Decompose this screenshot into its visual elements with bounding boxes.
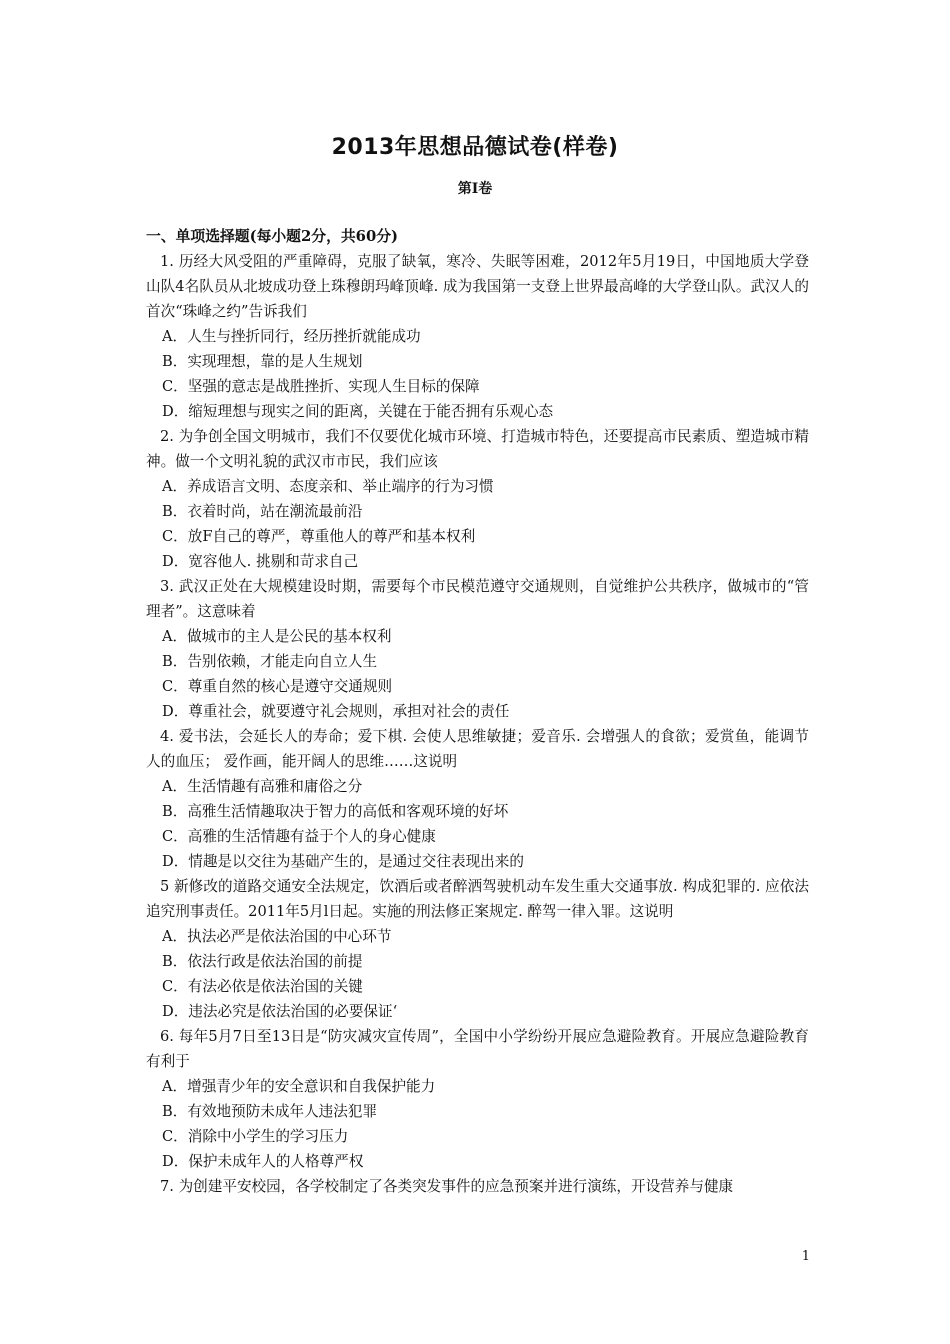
- question-3: [146, 574, 809, 724]
- question-stem: 2. 为争创全国文明城市，我们不仅要优化城市环境、打造城市特色，还要提高市民素质、塑造城市精神。做一个文明礼貌的武汉市市民，我们应该: [146, 428, 809, 470]
- option-c: C．放F自己的尊严，尊重他人的尊严和基本权利: [162, 528, 476, 545]
- option-d: D．缩短理想与现实之间的距离，关键在于能否拥有乐观心态: [162, 403, 554, 420]
- option-c: C．坚强的意志是战胜挫折、实现人生目标的保障: [162, 378, 480, 395]
- option-b: B．衣着时尚，站在潮流最前沿: [162, 503, 363, 520]
- option-b: B．依法行政是依法治国的前提: [162, 953, 363, 970]
- option-b: B．实现理想，靠的是人生规划: [162, 353, 363, 370]
- section-heading: 一、单项选择题(每小题2分，共60分): [146, 228, 399, 245]
- question-stem: 1. 历经大风受阻的严重障碍，克服了缺氧，寒冷、失眠等困难，2012年5月19日，中国地质大学登山队4名队员从北坡成功登上珠穆朗玛峰顶峰. 成为我国第一支登上世界最高峰的大学登山队。武汉人的首次“珠峰之约”告诉我们: [146, 253, 809, 320]
- page-number: 1: [801, 1249, 810, 1264]
- question-stem: 4. 爱书法，会延长人的寿命；爱下棋. 会使人思维敏捷；爱音乐. 会增强人的食欲；爱赏鱼，能调节人的血压； 爱作画，能开阔人的思维……这说明: [146, 728, 809, 770]
- option-c: C．消除中小学生的学习压力: [162, 1128, 349, 1145]
- option-b: B．告别依赖，才能走向自立人生: [162, 653, 378, 670]
- document-subtitle: 第Ⅰ卷: [457, 181, 493, 197]
- option-c: C．高雅的生活情趣有益于个人的身心健康: [162, 828, 436, 845]
- option-c: C．尊重自然的核心是遵守交通规则: [162, 678, 393, 695]
- question-stem: 3. 武汉正处在大规模建设时期，需要每个市民模范遵守交通规则，自觉维护公共秩序，做城市的“管理者”。这意味着: [146, 578, 809, 620]
- question-1: [146, 249, 809, 424]
- question-stem: 6. 每年5月7日至13日是“防灾减灾宣传周”，全国中小学纷纷开展应急避险教育。开展应急避险教育有利于: [146, 1028, 809, 1070]
- option-d: D．违法必究是依法治国的必要保证‘: [162, 1003, 398, 1020]
- question-stem: 5 新修改的道路交通安全法规定，饮酒后或者醉洒驾驶机动车发生重大交通事放. 构成犯罪的. 应依法追究刑事责任。2011年5月l日起。实施的刑法修正案规定. 醉驾一律入罪。这说明: [146, 878, 809, 920]
- question-6: [146, 1024, 809, 1174]
- option-b: B．有效地预防未成年人违法犯罪: [162, 1103, 378, 1120]
- option-c: C．有法必依是依法治国的关键: [162, 978, 363, 995]
- option-a: A．增强青少年的安全意识和自我保护能力: [162, 1078, 436, 1095]
- option-a: A．人生与挫折同行，经历挫折就能成功: [162, 328, 421, 345]
- option-a: A．做城市的主人是公民的基本权利: [162, 628, 392, 645]
- option-d: D．保护未成年人的人格尊严权: [162, 1153, 364, 1170]
- question-2: [146, 424, 809, 574]
- option-a: A．执法必严是依法治国的中心环节: [162, 928, 392, 945]
- option-b: B．高雅生活情趣取决于智力的高低和客观环境的好坏: [162, 803, 509, 820]
- question-stem: 7. 为创建平安校园，各学校制定了各类突发事件的应急预案并进行演练，开设营养与健康: [160, 1178, 734, 1195]
- option-d: D．情趣是以交往为基础产生的，是通过交往表现出来的: [162, 853, 524, 870]
- option-d: D．宽容他人. 挑剔和苛求自己: [162, 553, 359, 570]
- option-a: A．养成语言文明、态度亲和、举止端序的行为习惯: [162, 478, 494, 495]
- question-5: [146, 874, 809, 1024]
- document-body: [146, 224, 809, 1199]
- question-4: [146, 724, 809, 874]
- question-7: [146, 1174, 809, 1199]
- option-d: D．尊重社会，就要遵守礼会规则，承担对社会的责任: [162, 703, 510, 720]
- document-title: 2013年思想品德试卷(样卷): [331, 135, 619, 160]
- option-a: A．生活情趣有高雅和庸俗之分: [162, 778, 363, 795]
